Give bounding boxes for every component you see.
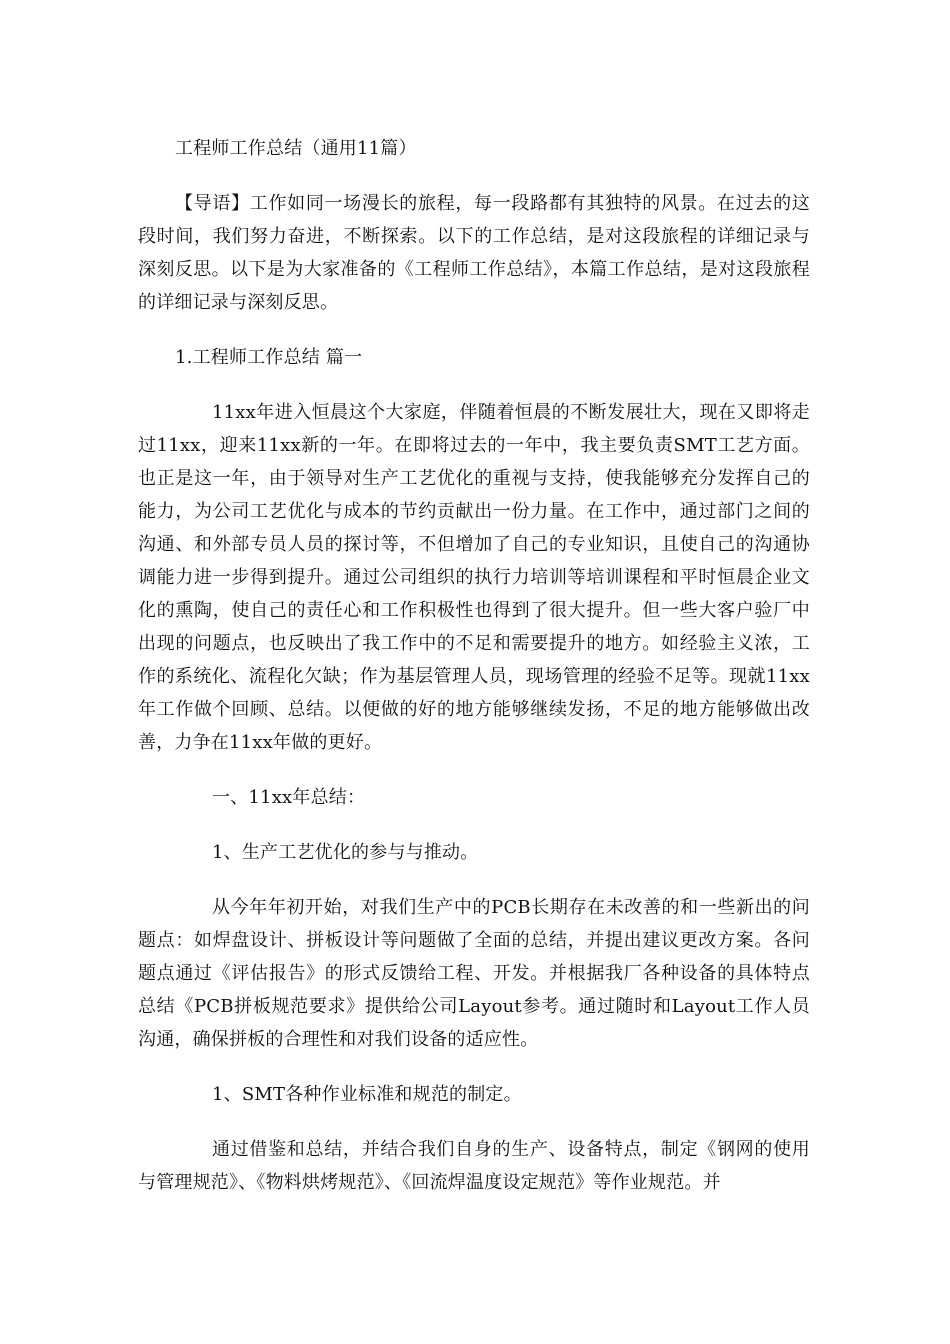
item-paragraph: 从今年年初开始，对我们生产中的PCB长期存在未改善的和一些新出的问题点：如焊盘设计、拼板设计等问题做了全面的总结，并提出建议更改方案。各问题点通过《评估报告》的形式反馈给工程、开发。并根据我厂各种设备的具体特点总结《PCB拼板规范要求》提供给公司Layout参考。通过随时和Layout工作人员沟通，确保拼板的合理性和对我们设备的适应性。	[138, 897, 810, 1050]
subheading: 一、11xx年总结：	[212, 787, 366, 808]
document-title: 工程师工作总结（通用11篇）	[175, 138, 417, 159]
section-paragraph: 11xx年进入恒晨这个大家庭，伴随着恒晨的不断发展壮大，现在又即将走过11xx，迎来11xx新的一年。在即将过去的一年中，我主要负责SMT工艺方面。也正是这一年，由于领导对生产工艺优化的重视与支持，使我能够充分发挥自己的能力，为公司工艺优化与成本的节约贡献出一份力量。在工作中，通过部门之间的沟通、和外部专员人员的探讨等，不但增加了自己的专业知识，且使自己的沟通协调能力进一步得到提升。通过公司组织的执行力培训等培训课程和平时恒晨企业文化的熏陶，使自己的责任心和工作积极性也得到了很大提升。但一些大客户验厂中出现的问题点，也反映出了我工作中的不足和需要提升的地方。如经验主义浓，工作的系统化、流程化欠缺；作为基层管理人员，现场管理的经验不足等。现就11xx年工作做个回顾、总结。以便做的好的地方能够继续发扬，不足的地方能够做出改善，力争在11xx年做的更好。	[138, 402, 810, 753]
intro-paragraph: 【导语】工作如同一场漫长的旅程，每一段路都有其独特的风景。在过去的这段时间，我们努力奋进，不断探索。以下的工作总结，是对这段旅程的详细记录与深刻反思。以下是为大家准备的《工程师工作总结》，本篇工作总结，是对这段旅程的详细记录与深刻反思。	[138, 193, 810, 313]
document-body	[138, 132, 810, 1221]
section-heading: 1.工程师工作总结 篇一	[175, 347, 363, 368]
item-heading: 1、生产工艺优化的参与与推动。	[212, 842, 479, 863]
item-paragraph: 通过借鉴和总结，并结合我们自身的生产、设备特点，制定《钢网的使用与管理规范》、《物料烘烤规范》、《回流焊温度设定规范》等作业规范。并	[138, 1139, 810, 1193]
item-heading: 1、SMT各种作业标准和规范的制定。	[212, 1084, 522, 1105]
